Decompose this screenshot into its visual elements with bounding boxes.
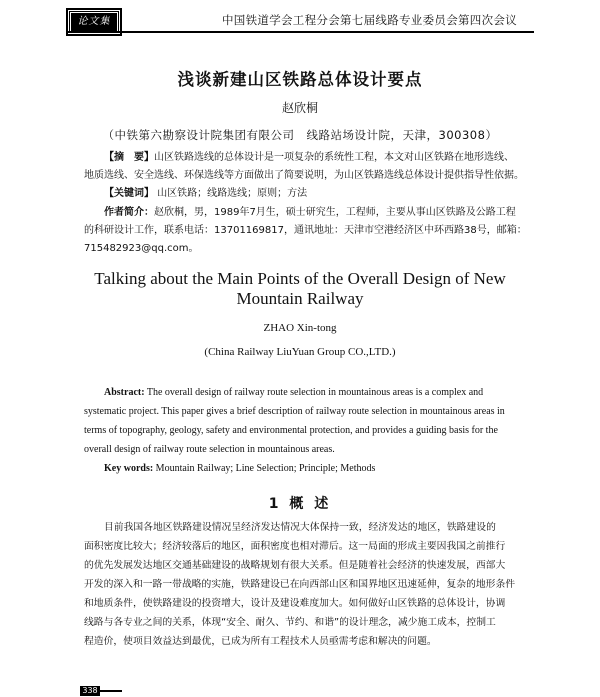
footer-rule	[100, 690, 122, 692]
abstract-zh-label: 【摘 要】	[104, 152, 154, 163]
author-zh: 赵欣桐	[281, 101, 318, 115]
body-line-5: 和地质条件，使铁路建设的投资增大，设计及建设难度加大。如何做好山区铁路的总体设计，协调	[84, 598, 506, 609]
header-badge: 论文集	[68, 10, 120, 34]
affiliation-zh: （中铁第六勘察设计院集团有限公司 线路站场设计院，天津，300308）	[102, 128, 498, 142]
abstract-en-line-1	[104, 387, 483, 399]
abstract-zh-line-1	[104, 152, 514, 164]
body-line-2: 面积密度比较大；经济较落后的地区，面积密度也相对滞后。这一局面的形成主要因我国之前推行	[84, 541, 506, 552]
keywords-zh-label: 【关键词】	[104, 188, 154, 199]
bio-zh-line-2: 的科研设计工作，联系电话：13701169817，通讯地址：天津市空港经济区中环西路38号，邮箱：	[84, 225, 527, 236]
bio-zh-text-1: 赵欣桐，男，1989年7月生，硕士研究生，工程师，主要从事山区铁路及公路工程	[154, 207, 516, 218]
abstract-en-label: Abstract:	[104, 387, 145, 398]
bio-zh-line-3: 715482923@qq.com。	[84, 243, 199, 254]
abstract-en-text-1: The overall design of railway route selection in mountainous areas is a complex and	[144, 387, 484, 398]
paper-title-zh: 浅谈新建山区铁路总体设计要点	[177, 70, 423, 89]
abstract-en-line-3: terms of topography, geology, safety and environmental protection, and provides a guiding basis for the	[84, 425, 498, 436]
page-number: 338	[80, 686, 100, 696]
paper-title-en-line-1: Talking about the Main Points of the Overall Design of New	[94, 269, 506, 288]
abstract-zh-text-1: 山区铁路选线的总体设计是一项复杂的系统性工程，本文对山区铁路在地形选线、	[154, 152, 514, 163]
header-rule	[66, 31, 534, 33]
keywords-zh-line	[104, 188, 307, 200]
running-header-title: 中国铁道学会工程分会第七届线路专业委员会第四次会议	[222, 13, 517, 27]
abstract-en-line-2: systematic project. This paper gives a brief description of railway route selection in mountainous areas in	[84, 406, 505, 417]
keywords-zh-text: 山区铁路；线路选线；原则；方法	[157, 188, 308, 199]
author-en: ZHAO Xin-tong	[263, 322, 337, 334]
abstract-en-line-4: overall design of railway route selection in mountainous areas.	[84, 444, 335, 455]
body-line-3: 的优先发展发达地区交通基础建设的战略规划有很大关系。但是随着社会经济的快速发展，西部大	[84, 560, 506, 571]
paper-title-en	[0, 269, 600, 309]
keywords-en-label: Key words:	[104, 463, 154, 474]
section-heading: 1 概 述	[268, 496, 332, 512]
body-line-7: 程造价，使项目效益达到最优，已成为所有工程技术人员亟需考虑和解决的问题。	[84, 636, 437, 647]
paper-title-en-line-2: Mountain Railway	[236, 289, 364, 308]
keywords-en-text: Mountain Railway; Line Selection; Principle; Methods	[153, 463, 376, 474]
abstract-zh-line-2: 地质选线、安全选线、环保选线等方面做出了简要说明，为山区铁路选线总体设计提供指导性依据。	[84, 170, 524, 181]
affiliation-en: (China Railway LiuYuan Group CO.,LTD.)	[204, 346, 396, 358]
body-line-4: 开发的深入和一路一带战略的实施，铁路建设已在向西部山区和国界地区迅速延伸，复杂的地形条件	[84, 579, 516, 590]
bio-zh-line-1	[104, 207, 516, 219]
bio-zh-label: 作者简介：	[104, 207, 154, 218]
keywords-en-line	[104, 463, 375, 475]
body-line-6: 线路与各专业之间的关系，体现“安全、耐久、节约、和谐”的设计理念，减少施工成本，控制工	[84, 617, 496, 628]
body-line-1: 目前我国各地区铁路建设情况呈经济发达情况大体保持一致，经济发达的地区，铁路建设的	[104, 522, 496, 533]
